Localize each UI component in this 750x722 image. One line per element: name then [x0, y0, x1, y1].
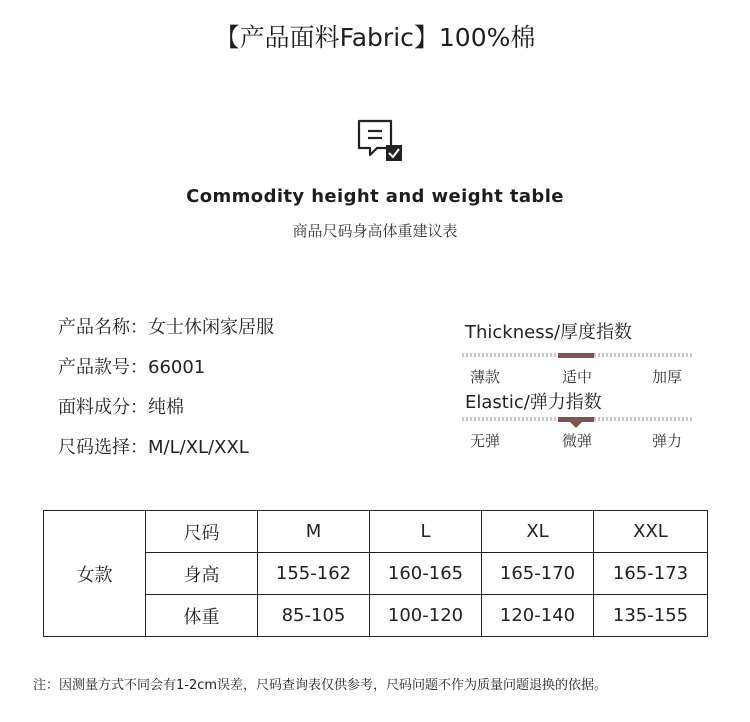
table-cell: 身高	[146, 553, 258, 595]
document-check-icon	[355, 118, 407, 166]
info-size-options	[58, 433, 249, 459]
table-cell: 155-162	[258, 553, 370, 595]
thickness-label-thin: 薄款	[470, 368, 501, 386]
section-title: Commodity height and weight table	[186, 186, 564, 207]
table-row	[44, 511, 708, 553]
table-cell: 100-120	[370, 595, 482, 637]
elastic-label-stretch: 弹力	[652, 432, 683, 450]
info-product-name	[58, 313, 274, 339]
thickness-label-thick: 加厚	[652, 368, 683, 386]
info-value: 纯棉	[148, 397, 184, 418]
table-cell: L	[370, 511, 482, 553]
elastic-label-slight: 微弹	[562, 432, 593, 450]
info-fabric-composition	[58, 393, 184, 419]
elastic-label-none: 无弹	[470, 432, 501, 450]
elastic-indicator	[570, 422, 582, 428]
table-cell: 160-165	[370, 553, 482, 595]
elastic-title: Elastic/弹力指数	[465, 392, 602, 413]
thickness-label-medium: 适中	[562, 368, 593, 386]
info-label: 尺码选择：	[58, 437, 148, 458]
table-cell: 120-140	[482, 595, 594, 637]
group-cell: 女款	[44, 511, 146, 637]
size-table	[43, 510, 708, 637]
table-cell: 尺码	[146, 511, 258, 553]
info-value: M/L/XL/XXL	[148, 437, 249, 458]
thickness-indicator	[558, 353, 594, 358]
table-cell: M	[258, 511, 370, 553]
elastic-scale-bar	[462, 415, 694, 429]
table-cell: 体重	[146, 595, 258, 637]
footnote: 注：因测量方式不同会有1-2cm误差，尺码查询表仅供参考，尺码问题不作为质量问题退换的依据。	[33, 678, 608, 693]
info-style-number	[58, 353, 205, 379]
info-label: 产品款号：	[58, 357, 148, 378]
thickness-scale-bar	[462, 351, 694, 363]
info-value: 66001	[148, 357, 206, 378]
info-value: 女士休闲家居服	[148, 317, 274, 338]
table-cell: 85-105	[258, 595, 370, 637]
table-cell: 165-170	[482, 553, 594, 595]
info-label: 产品名称：	[58, 317, 148, 338]
thickness-title: Thickness/厚度指数	[465, 322, 633, 343]
table-cell: XL	[482, 511, 594, 553]
table-cell: 165-173	[594, 553, 708, 595]
table-cell: 135-155	[594, 595, 708, 637]
info-label: 面料成分：	[58, 397, 148, 418]
page-title: 【产品面料Fabric】100%棉	[214, 23, 536, 52]
section-subtitle: 商品尺码身高体重建议表	[292, 222, 458, 240]
table-cell: XXL	[594, 511, 708, 553]
